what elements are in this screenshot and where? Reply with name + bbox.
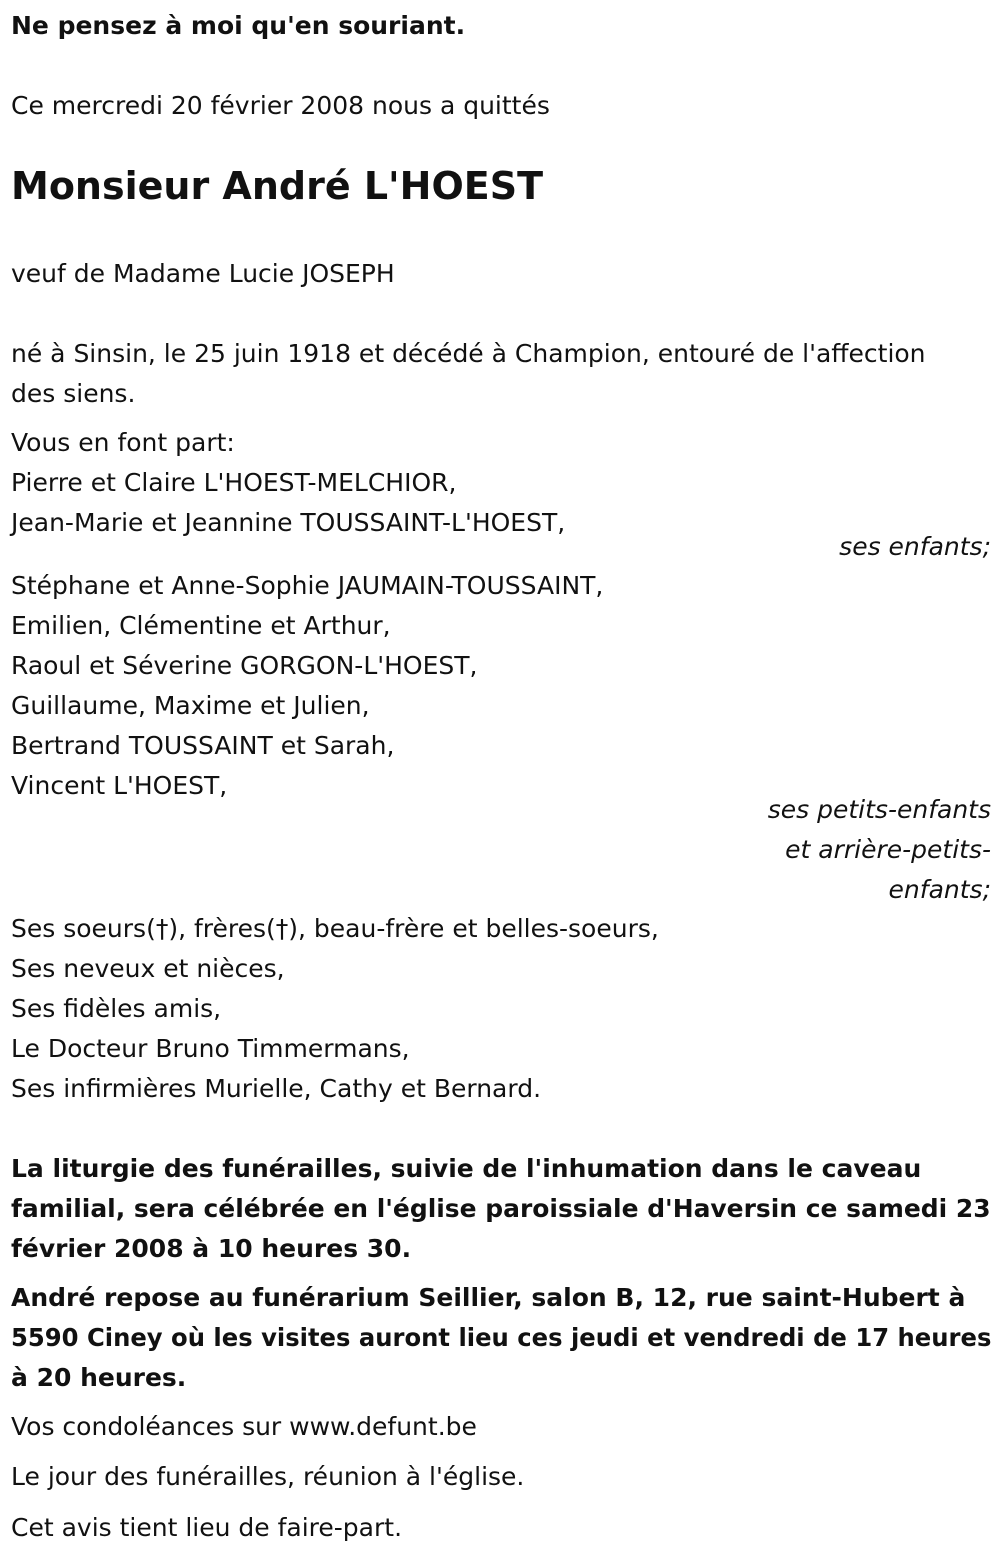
- birth-death-line: des siens.: [11, 379, 136, 408]
- funerarium-text: 5590 Ciney où les visites auront lieu ces jeudi et vendredi de 17 heures: [11, 1323, 992, 1352]
- grandchild-entry: Raoul et Séverine GORGON-L'HOEST,: [11, 651, 478, 680]
- grandchild-entry: Vincent L'HOEST,: [11, 771, 228, 800]
- liturgy-text: familial, sera célébrée en l'église paroissiale d'Haversin ce samedi 23: [11, 1194, 991, 1223]
- liturgy-text: février 2008 à 10 heures 30.: [11, 1234, 412, 1263]
- grandchildren-label: ses petits-enfants: [767, 795, 991, 824]
- grandchildren-label: enfants;: [888, 875, 991, 904]
- motto: Ne pensez à moi qu'en souriant.: [11, 11, 466, 40]
- family-entry: Ses soeurs(†), frères(†), beau-frère et belles-soeurs,: [11, 914, 659, 943]
- intro-text: Ce mercredi 20 février 2008 nous a quittés: [11, 91, 550, 120]
- deceased-name: Monsieur André L'HOEST: [11, 164, 544, 208]
- notice-text: Cet avis tient lieu de faire-part.: [11, 1513, 403, 1542]
- grandchild-entry: Stéphane et Anne-Sophie JAUMAIN-TOUSSAINT,: [11, 571, 604, 600]
- funerarium-text: à 20 heures.: [11, 1363, 187, 1392]
- meeting-text: Le jour des funérailles, réunion à l'église.: [11, 1462, 525, 1491]
- child-entry: Jean-Marie et Jeannine TOUSSAINT-L'HOEST,: [11, 508, 566, 537]
- funerarium-text: André repose au funérarium Seillier, salon B, 12, rue saint-Hubert à: [11, 1283, 966, 1312]
- child-entry: Pierre et Claire L'HOEST-MELCHIOR,: [11, 468, 457, 497]
- announce-text: Vous en font part:: [11, 428, 235, 457]
- grandchild-entry: Bertrand TOUSSAINT et Sarah,: [11, 731, 395, 760]
- children-label: ses enfants;: [839, 532, 991, 561]
- widower-text: veuf de Madame Lucie JOSEPH: [11, 259, 395, 288]
- family-entry: Ses neveux et nièces,: [11, 954, 285, 983]
- grandchildren-label: et arrière-petits-: [785, 835, 991, 864]
- condolences-text: Vos condoléances sur www.defunt.be: [11, 1412, 477, 1441]
- family-entry: Ses fidèles amis,: [11, 994, 222, 1023]
- liturgy-text: La liturgie des funérailles, suivie de l'inhumation dans le caveau: [11, 1154, 922, 1183]
- grandchild-entry: Emilien, Clémentine et Arthur,: [11, 611, 391, 640]
- birth-death-line: né à Sinsin, le 25 juin 1918 et décédé à Champion, entouré de l'affection: [11, 339, 926, 368]
- grandchild-entry: Guillaume, Maxime et Julien,: [11, 691, 370, 720]
- family-entry: Le Docteur Bruno Timmermans,: [11, 1034, 410, 1063]
- family-entry: Ses infirmières Murielle, Cathy et Bernard.: [11, 1074, 542, 1103]
